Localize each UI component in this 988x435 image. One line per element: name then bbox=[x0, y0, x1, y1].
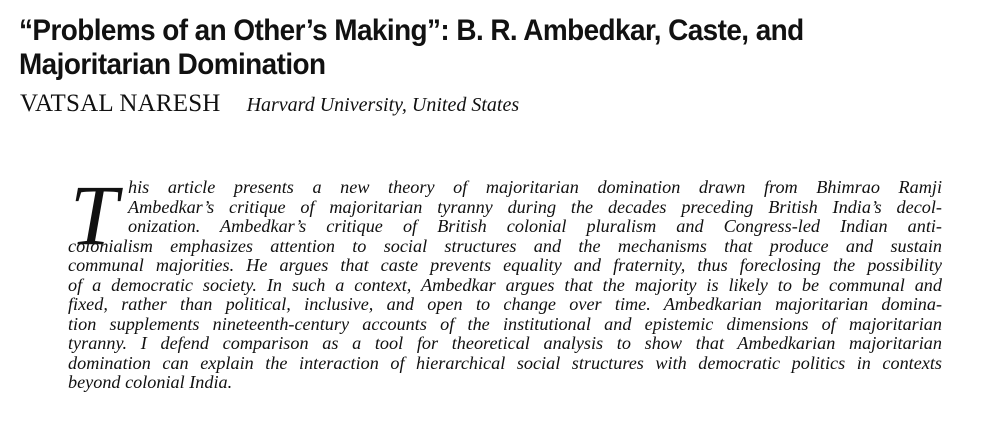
abstract-line: tion supplements nineteenth-century accounts of the institutional and epistemic dimensions of majoritarian bbox=[68, 313, 942, 334]
abstract-line: Ambedkar’s critique of majoritarian tyranny during the decades preceding British India’s decol- bbox=[128, 196, 942, 217]
article-title-line-1: “Problems of an Other’s Making”: B. R. Ambedkar, Caste, and bbox=[19, 14, 804, 47]
abstract-line: fixed, rather than political, inclusive, and open to change over time. Ambedkarian majoritarian domina- bbox=[68, 294, 942, 314]
abstract-line: tyranny. I defend comparison as a tool for theoretical analysis to show that Ambedkarian majoritarian bbox=[68, 333, 942, 353]
abstract-line: onization. Ambedkar’s critique of British colonial pluralism and Congress-led Indian anti- bbox=[128, 216, 942, 236]
author-name: VATSAL NARESH bbox=[20, 90, 221, 117]
abstract-line: colonialism emphasizes attention to social structures and the mechanisms that produce and sustain bbox=[68, 235, 942, 256]
abstract-line: beyond colonial India. bbox=[68, 372, 233, 392]
author-affiliation: Harvard University, United States bbox=[246, 94, 520, 116]
byline bbox=[20, 90, 519, 118]
article-title bbox=[19, 14, 893, 82]
article-title-line-2: Majoritarian Domination bbox=[19, 48, 326, 81]
drop-cap: T bbox=[70, 167, 118, 263]
abstract bbox=[68, 167, 942, 393]
abstract-line: domination can explain the interaction of hierarchical social structures with democratic politics in contexts bbox=[68, 352, 942, 373]
abstract-line: of a democratic society. In such a context, Ambedkar argues that the majority is likely to be communal and bbox=[68, 274, 942, 295]
abstract-line: his article presents a new theory of majoritarian domination drawn from Bhimrao Ramji bbox=[128, 177, 942, 197]
abstract-line: communal majorities. He argues that caste prevents equality and fraternity, thus foreclosing the possibility bbox=[68, 255, 942, 275]
